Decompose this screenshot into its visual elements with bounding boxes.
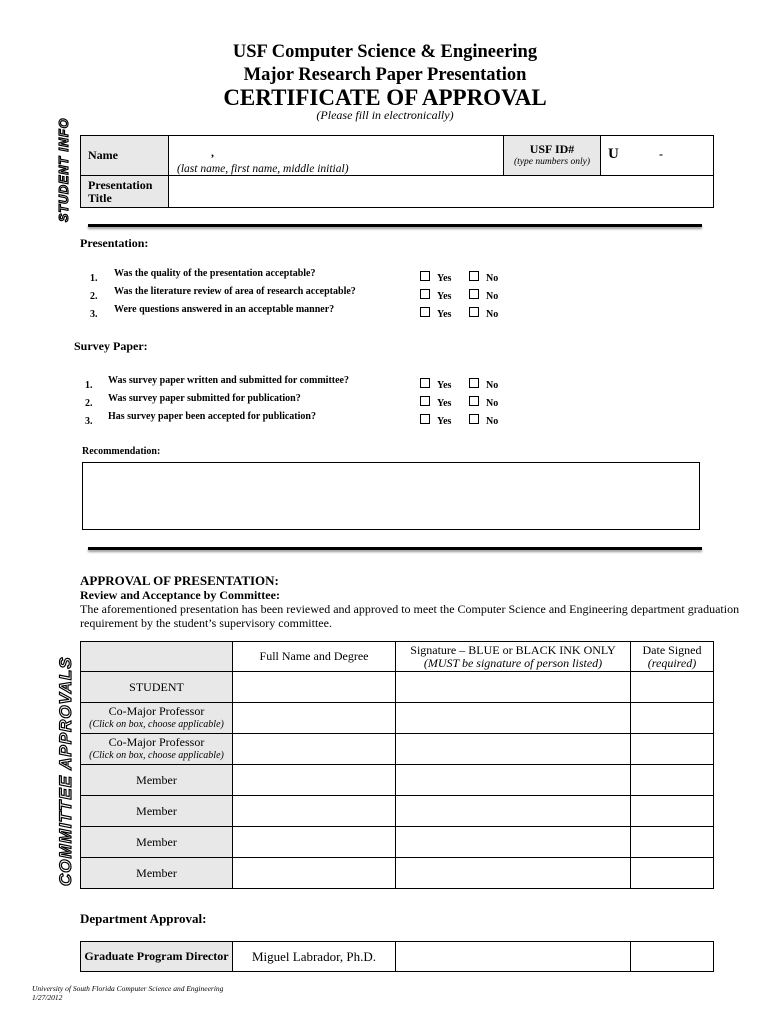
survey-heading: Survey Paper: (74, 339, 148, 353)
name-input[interactable] (233, 703, 396, 734)
director-role-cell: Graduate Program Director (81, 942, 233, 972)
student-info-table (80, 135, 714, 208)
s2-no-checkbox[interactable]: No (469, 393, 498, 411)
s1-no-checkbox[interactable]: No (469, 375, 498, 393)
header-blank-cell (81, 642, 233, 672)
usfid-label-cell (504, 136, 601, 176)
role-cell[interactable]: Co-Major Professor (Click on box, choose applicable) (81, 703, 233, 734)
role-cell: Member (81, 796, 233, 827)
title-label-2: Title (88, 190, 112, 205)
name-input[interactable] (233, 672, 396, 703)
name-input[interactable] (233, 827, 396, 858)
s3-no-checkbox[interactable]: No (469, 411, 498, 429)
s3-yes-checkbox[interactable]: Yes (420, 411, 451, 429)
question-text: Was the quality of the presentation acceptable? (114, 268, 316, 279)
page-title: CERTIFICATE OF APPROVAL (223, 85, 547, 110)
name-comma: , (211, 145, 214, 159)
date-field[interactable] (631, 796, 714, 827)
student-info-side-label: STUDENT INFO (57, 117, 71, 222)
signature-field[interactable] (396, 858, 631, 889)
table-row (81, 765, 714, 796)
date-field[interactable] (631, 734, 714, 765)
presentation-q2 (90, 286, 356, 304)
signature-field[interactable] (396, 827, 631, 858)
department-table (80, 941, 714, 972)
approval-text-2: requirement by the student’s supervisory committee. (80, 616, 332, 630)
presentation-q3 (90, 304, 335, 322)
director-name-cell: Miguel Labrador, Ph.D. (233, 942, 396, 972)
p3-yes-checkbox[interactable]: Yes (420, 304, 451, 322)
survey-q3 (85, 411, 316, 429)
question-text: Was the literature review of area of research acceptable? (114, 286, 356, 297)
question-number: 1. (90, 273, 98, 284)
recommendation-label: Recommendation: (82, 446, 161, 457)
presentation-q1 (90, 268, 316, 286)
name-hint: (last name, first name, middle initial) (177, 163, 349, 175)
name-input[interactable] (233, 765, 396, 796)
date-field[interactable] (631, 703, 714, 734)
date-field[interactable] (631, 827, 714, 858)
director-date-field[interactable] (631, 942, 714, 972)
question-number: 2. (85, 398, 93, 409)
role-cell[interactable]: Co-Major Professor (Click on box, choose applicable) (81, 734, 233, 765)
divider-2 (88, 547, 702, 550)
name-input[interactable] (233, 796, 396, 827)
footer-line1: University of South Florida Computer Science and Engineering (32, 984, 224, 993)
s2-yes-checkbox[interactable]: Yes (420, 393, 451, 411)
p1-yes-checkbox[interactable]: Yes (420, 268, 451, 286)
presentation-heading: Presentation: (80, 236, 149, 250)
question-number: 2. (90, 291, 98, 302)
presentation-title-input[interactable] (169, 176, 714, 208)
name-input[interactable] (233, 734, 396, 765)
role-cell: Member (81, 827, 233, 858)
committee-table (80, 641, 714, 889)
table-row (81, 703, 714, 734)
question-text: Were questions answered in an acceptable manner? (114, 304, 335, 315)
divider-1 (88, 224, 702, 227)
name-input[interactable] (169, 136, 504, 176)
date-field[interactable] (631, 765, 714, 796)
usfid-prefix: U (608, 146, 619, 162)
signature-field[interactable] (396, 765, 631, 796)
approval-subheading: Review and Acceptance by Committee: (80, 588, 280, 602)
name-label-cell (81, 136, 169, 176)
title-label-cell (81, 176, 169, 208)
question-number: 1. (85, 380, 93, 391)
usfid-label: USF ID# (529, 142, 575, 156)
header-line1: USF Computer Science & Engineering (232, 42, 538, 62)
department-heading: Department Approval: (80, 911, 207, 926)
signature-field[interactable] (396, 796, 631, 827)
date-field[interactable] (631, 672, 714, 703)
footer-date: 1/27/2012 (32, 993, 63, 1002)
table-row (81, 827, 714, 858)
p3-no-checkbox[interactable]: No (469, 304, 498, 322)
question-text: Was survey paper written and submitted for committee? (108, 375, 349, 386)
col-signature-header: Signature – BLUE or BLACK INK ONLY (MUST be signature of person listed) (396, 642, 631, 672)
signature-field[interactable] (396, 672, 631, 703)
s1-yes-checkbox[interactable]: Yes (420, 375, 451, 393)
usfid-hint: (type numbers only) (514, 157, 590, 167)
question-text: Was survey paper submitted for publication? (108, 393, 301, 404)
col-name-header: Full Name and Degree (233, 642, 396, 672)
name-label: Name (88, 148, 118, 162)
committee-approvals-side-label: COMMITTEE APPROVALS (56, 656, 75, 886)
approval-heading: APPROVAL OF PRESENTATION: (80, 573, 279, 588)
table-row (81, 796, 714, 827)
p1-no-checkbox[interactable]: No (469, 268, 498, 286)
role-cell: STUDENT (81, 672, 233, 703)
usfid-input[interactable] (601, 136, 714, 176)
director-signature-field[interactable] (396, 942, 631, 972)
col-date-header: Date Signed (required) (631, 642, 714, 672)
fill-note: (Please fill in electronically) (316, 108, 454, 122)
role-cell: Member (81, 858, 233, 889)
question-number: 3. (90, 309, 98, 320)
date-field[interactable] (631, 858, 714, 889)
p2-yes-checkbox[interactable]: Yes (420, 286, 451, 304)
question-number: 3. (85, 416, 93, 427)
signature-field[interactable] (396, 703, 631, 734)
title-label-1: Presentation (88, 177, 153, 192)
survey-q1 (85, 375, 349, 393)
role-cell: Member (81, 765, 233, 796)
signature-field[interactable] (396, 734, 631, 765)
p2-no-checkbox[interactable]: No (469, 286, 498, 304)
recommendation-textarea[interactable] (82, 462, 700, 530)
approval-text-1: The aforementioned presentation has been reviewed and approved to meet the Computer Science and Engineering department graduation (80, 602, 740, 616)
table-row (81, 672, 714, 703)
question-text: Has survey paper been accepted for publication? (108, 411, 316, 422)
header-line2: Major Research Paper Presentation (243, 65, 527, 85)
table-row (81, 734, 714, 765)
name-input[interactable] (233, 858, 396, 889)
table-row (81, 858, 714, 889)
usfid-dash: - (659, 147, 663, 161)
survey-q2 (85, 393, 301, 411)
